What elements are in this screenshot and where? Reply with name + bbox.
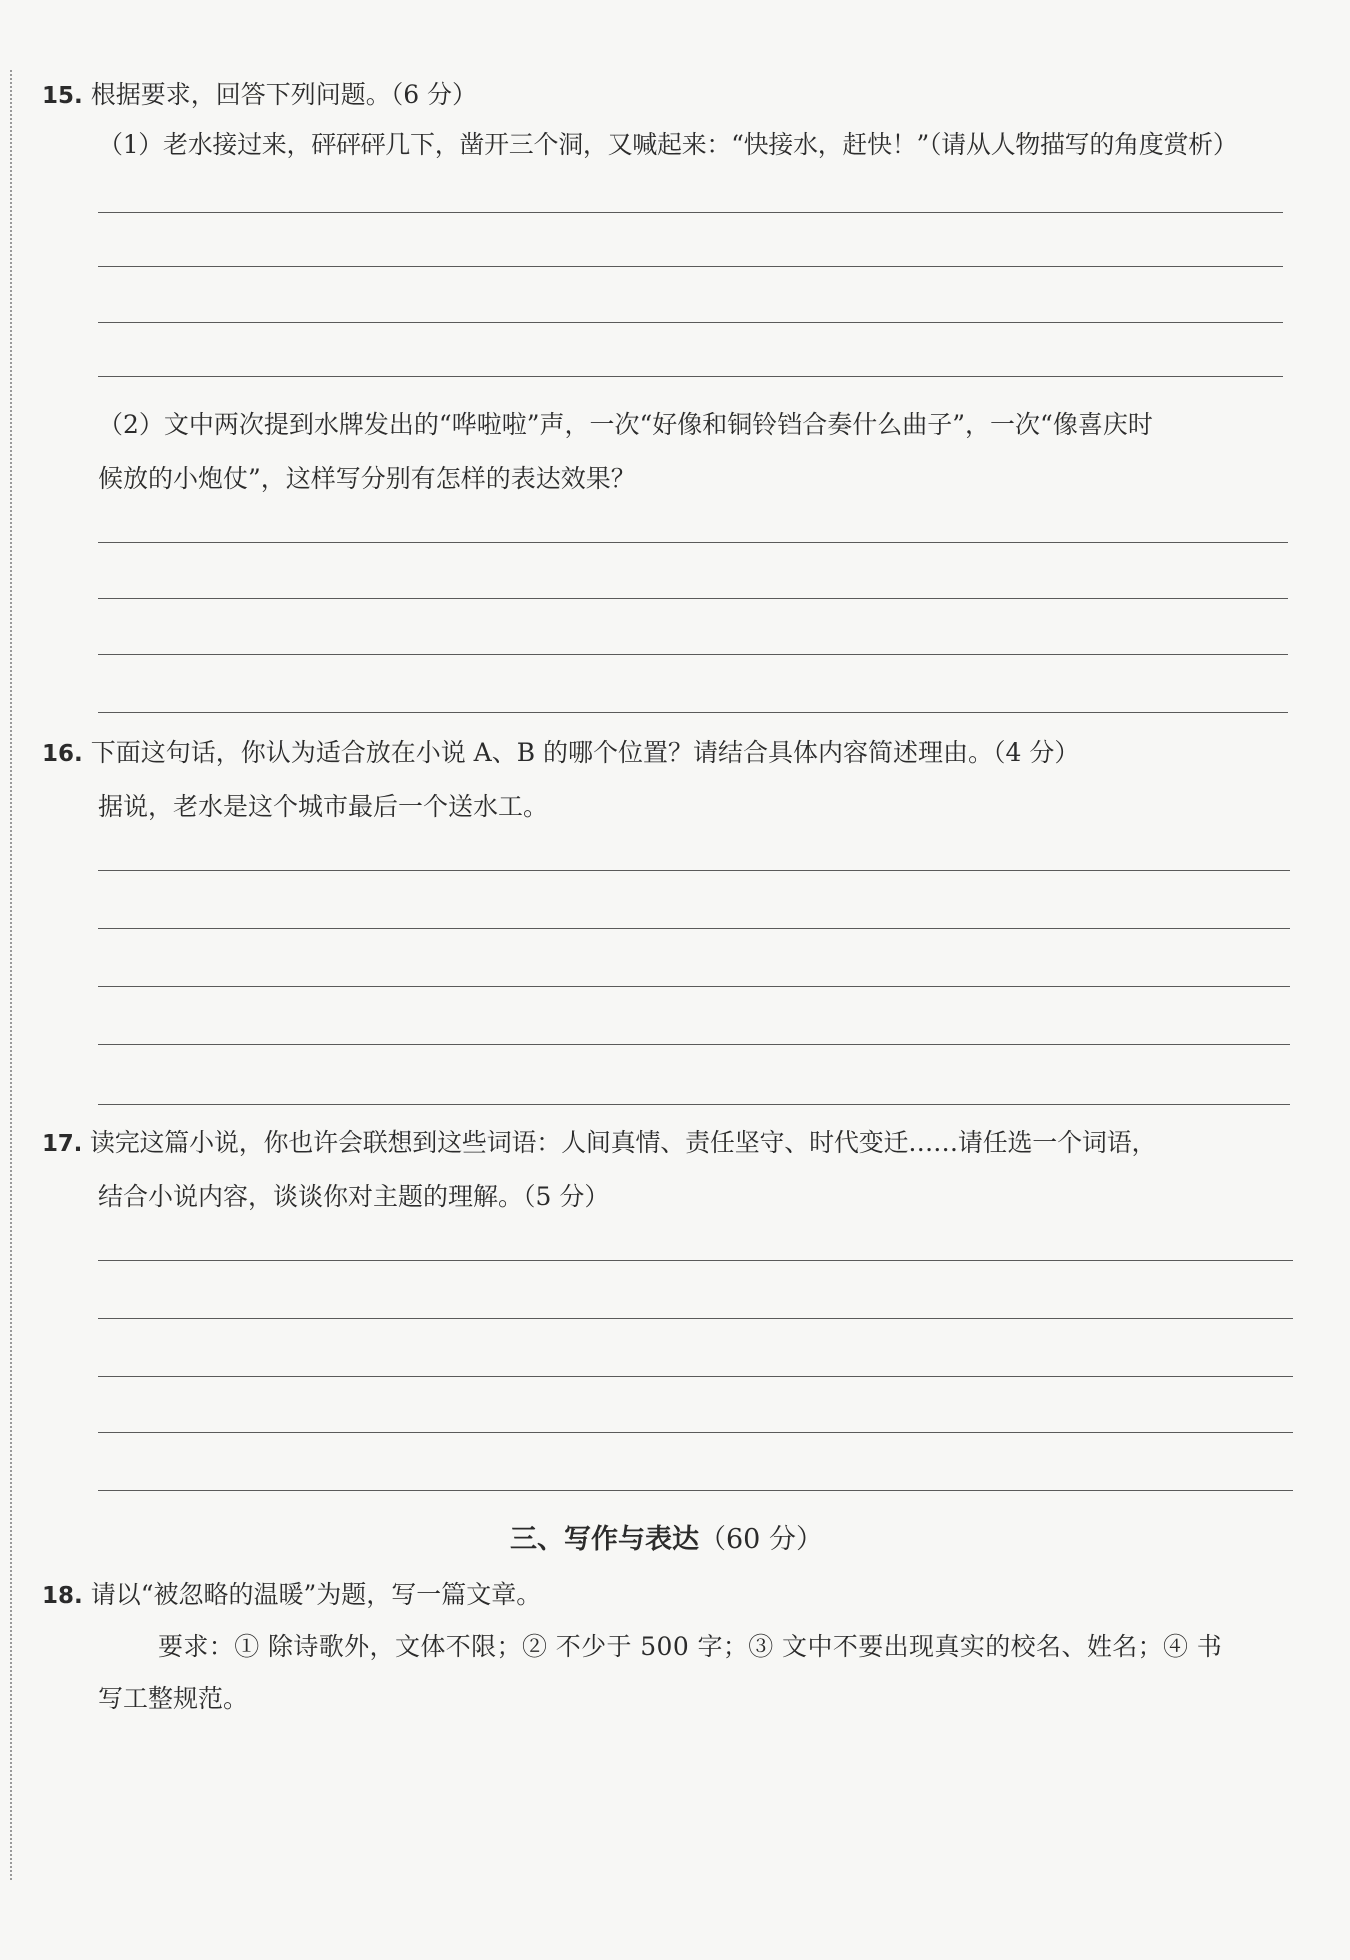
answer-line[interactable] [98, 1044, 1290, 1045]
answer-line[interactable] [98, 1318, 1293, 1319]
question-prompt: 请以“被忽略的温暖”为题，写一篇文章。 [90, 1580, 542, 1609]
question-15 [42, 78, 477, 113]
question-number: 18. [42, 1583, 83, 1609]
answer-line[interactable] [98, 928, 1290, 929]
section-title: 三、写作与表达 [510, 1524, 699, 1555]
question-prompt: 根据要求，回答下列问题。（6 分） [90, 80, 478, 109]
answer-line[interactable] [98, 1490, 1293, 1491]
question-number: 16. [42, 741, 83, 767]
answer-line[interactable] [98, 376, 1283, 377]
question-15-part-1: （1）老水接过来，砰砰砰几下，凿开三个洞，又喊起来：“快接水，赶快！”（请从人物描写的角度赏析） [98, 130, 1238, 159]
question-18-requirements-line-2: 写工整规范。 [98, 1684, 249, 1713]
answer-line[interactable] [98, 1432, 1293, 1433]
section-heading [510, 1522, 823, 1558]
answer-line[interactable] [98, 322, 1283, 323]
answer-line[interactable] [98, 1104, 1290, 1105]
question-16-quote: 据说，老水是这个城市最后一个送水工。 [98, 792, 549, 821]
answer-line[interactable] [98, 212, 1283, 213]
answer-line[interactable] [98, 1376, 1293, 1377]
question-18-requirements-line-1: 要求：① 除诗歌外，文体不限；② 不少于 500 字；③ 文中不要出现真实的校名、姓名；④ 书 [158, 1632, 1223, 1661]
question-18 [42, 1578, 541, 1613]
question-17-line-2: 结合小说内容，谈谈你对主题的理解。（5 分） [98, 1182, 610, 1211]
answer-line[interactable] [98, 870, 1290, 871]
answer-line[interactable] [98, 712, 1288, 713]
question-17-line-1 [42, 1126, 1156, 1161]
answer-line[interactable] [98, 598, 1288, 599]
question-prompt: 读完这篇小说，你也许会联想到这些词语：人间真情、责任坚守、时代变迁……请任选一个词语， [89, 1128, 1157, 1157]
question-15-part-2-line-2: 候放的小炮仗”，这样写分别有怎样的表达效果？ [98, 464, 636, 493]
question-16 [42, 736, 1079, 771]
answer-line[interactable] [98, 542, 1288, 543]
question-number: 17. [42, 1131, 83, 1157]
question-15-part-2-line-1: （2）文中两次提到水牌发出的“哗啦啦”声，一次“好像和铜铃铛合奏什么曲子”，一次“像喜庆时 [98, 410, 1153, 439]
answer-line[interactable] [98, 654, 1288, 655]
answer-line[interactable] [98, 1260, 1293, 1261]
answer-line[interactable] [98, 266, 1283, 267]
answer-line[interactable] [98, 986, 1290, 987]
question-prompt: 下面这句话，你认为适合放在小说 A、B 的哪个位置？请结合具体内容简述理由。（4 分） [90, 738, 1080, 767]
question-number: 15. [42, 83, 83, 109]
section-score: （60 分） [699, 1524, 823, 1555]
